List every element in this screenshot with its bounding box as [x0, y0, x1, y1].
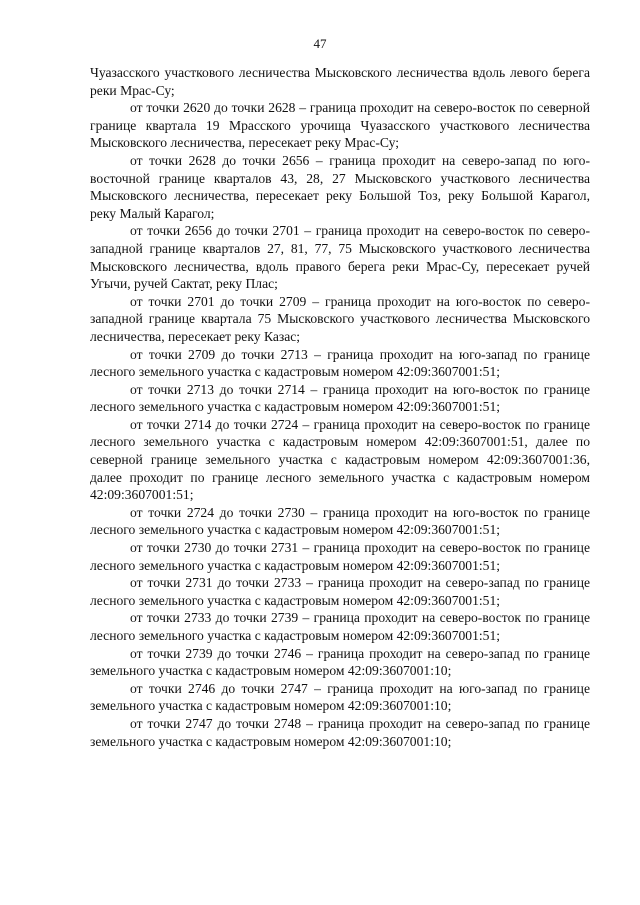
paragraph: от точки 2747 до точки 2748 – граница проходит на северо-запад по границе земельного участка с кадастровым номером 42:09:3607001:10; — [90, 715, 590, 749]
paragraph: от точки 2733 до точки 2739 – граница проходит на северо-восток по границе лесного земельного участка с кадастровым номером 42:09:3607001:51; — [90, 610, 590, 643]
paragraph: от точки 2746 до точки 2747 – граница проходит на юго-запад по границе земельного участка с кадастровым номером 42:09:3607001:10; — [90, 680, 590, 714]
paragraph: от точки 2724 до точки 2730 – граница проходит на юго-восток по границе лесного земельного участка с кадастровым номером 42:09:3607001:51; — [90, 504, 590, 538]
paragraph: от точки 2713 до точки 2714 – граница проходит на юго-восток по границе лесного земельного участка с кадастровым номером 42:09:3607001:51; — [90, 381, 590, 415]
paragraph: от точки 2731 до точки 2733 – граница проходит на северо-запад по границе лесного земельного участка с кадастровым номером 42:09:3607001:51; — [90, 575, 590, 608]
paragraph: от точки 2730 до точки 2731 – граница проходит на северо-восток по границе лесного земельного участка с кадастровым номером 42:09:3607001:51; — [90, 540, 590, 573]
page-number: 47 — [313, 36, 327, 51]
paragraph: от точки 2628 до точки 2656 – граница проходит на северо-запад по юго-восточной границе кварталов 43, 28, 27 Мысковского участкового лесничества Мысковского лесничества, пересекает реку Большой Тоз, реку Большой Карагол, реку Малый Карагол; — [90, 152, 590, 221]
paragraph: Чуазасского участкового лесничества Мысковского лесничества вдоль левого берега реки Мрас-Су; — [90, 65, 590, 98]
paragraph: от точки 2709 до точки 2713 – граница проходит на юго-запад по границе лесного земельного участка с кадастровым номером 42:09:3607001:51; — [90, 346, 590, 380]
paragraph: от точки 2656 до точки 2701 – граница проходит на северо-восток по северо-западной границе кварталов 27, 81, 77, 75 Мысковского участкового лесничества Мысковского лесничества, вдоль правого берега реки Мрас-Су, пересекает ручей Угычи, ручей Сактат, реку Плас; — [90, 223, 590, 292]
paragraph: от точки 2739 до точки 2746 – граница проходит на северо-запад по границе земельного участка с кадастровым номером 42:09:3607001:10; — [90, 645, 590, 679]
paragraph: от точки 2620 до точки 2628 – граница проходит на северо-восток по северной границе квартала 19 Мрасского урочища Чуазасского участкового лесничества Мысковского лесничества, пересекает реку Мрас-Су; — [90, 100, 590, 151]
body-text — [90, 64, 590, 750]
paragraph: от точки 2714 до точки 2724 – граница проходит на северо-восток по границе лесного земельного участка с кадастровым номером 42:09:3607001:51, далее по северной границе земельного участка с кадастровым номером 42:09:3607001:36, далее проходит по границе лесного земельного участка с кадастровым номером 42:09:3607001:51; — [90, 416, 590, 503]
paragraph: от точки 2701 до точки 2709 – граница проходит на юго-восток по северо-западной границе квартала 75 Мысковского участкового лесничества Мысковского лесничества, пересекает реку Казас; — [90, 293, 590, 344]
